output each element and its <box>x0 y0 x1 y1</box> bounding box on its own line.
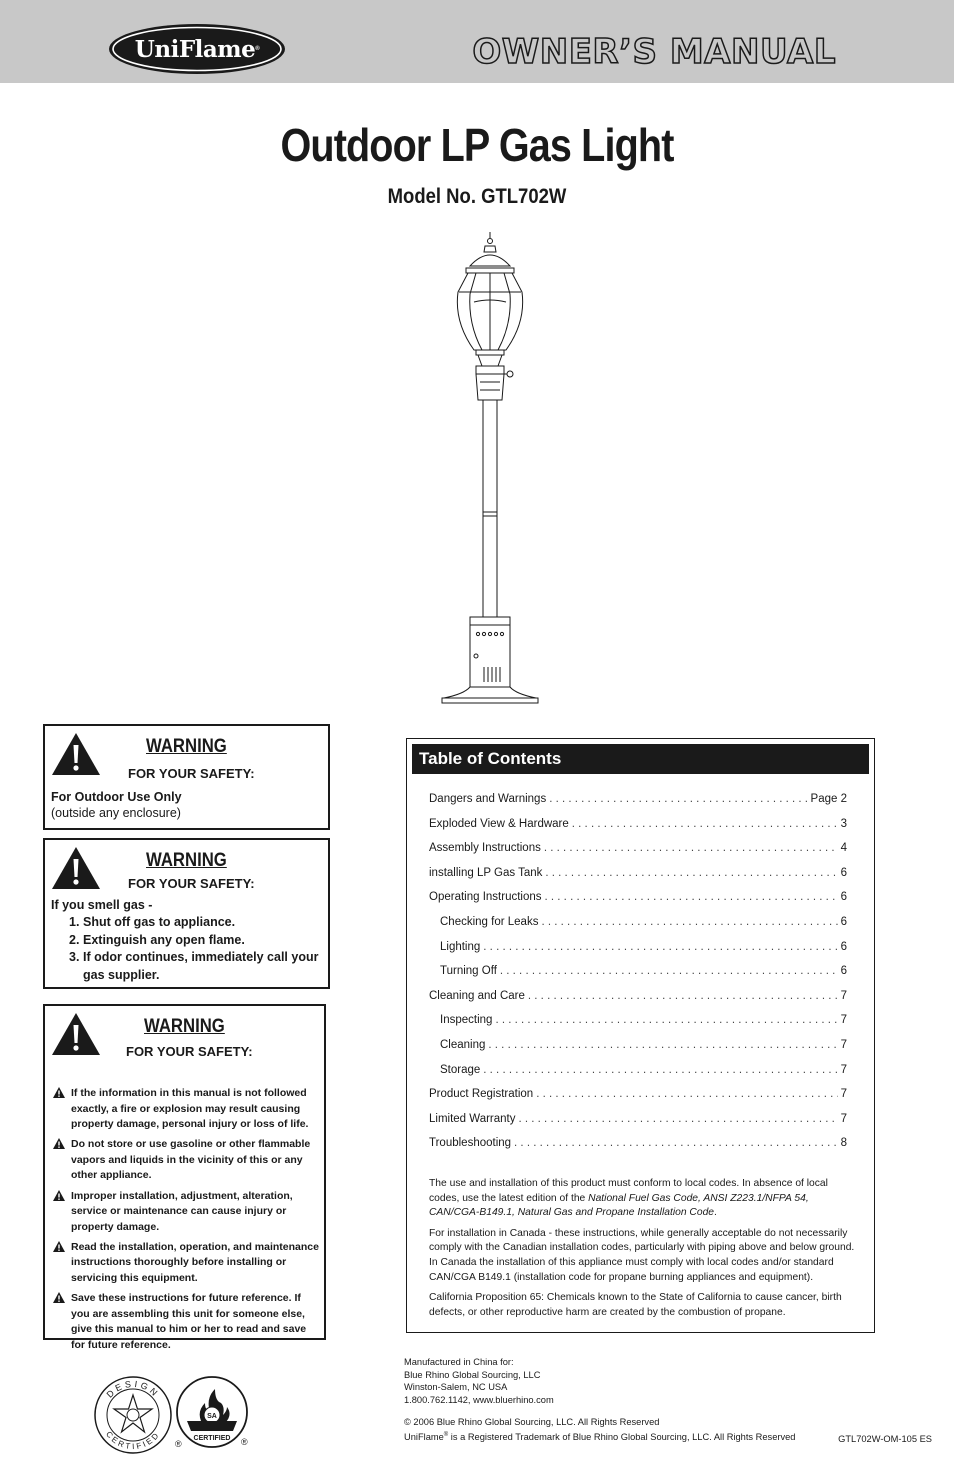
toc-subentry[interactable]: Cleaning . . . 7 <box>429 1039 847 1064</box>
gas-light-illustration <box>440 232 540 710</box>
design-certified-seal <box>93 1375 182 1460</box>
warning-subheading: FOR YOUR SAFETY: <box>126 1044 253 1059</box>
warning-triangle-icon <box>51 1012 101 1056</box>
toc-entry[interactable]: Limited Warranty . . . 7 <box>429 1113 847 1138</box>
toc-entry[interactable]: installing LP Gas Tank . . . 6 <box>429 867 847 892</box>
svg-text:SA: SA <box>207 1413 217 1420</box>
csa-certified-seal <box>175 1375 249 1454</box>
mini-warning-icon <box>53 1292 65 1303</box>
svg-text:CERTIFIED: CERTIFIED <box>193 1435 231 1442</box>
warning-body <box>51 897 321 984</box>
toc-entry[interactable]: Troubleshooting . . . 8 <box>429 1137 847 1162</box>
copyright: © 2006 Blue Rhino Global Sourcing, LLC. All Rights Reserved <box>404 1417 660 1428</box>
toc-entry[interactable]: Dangers and Warnings . . . Page 2 <box>429 793 847 818</box>
list-item: Read the installation, operation, and maintenance instructions thoroughly before installing or servicing this equipment. <box>51 1240 321 1287</box>
document-code: GTL702W-OM-105 ES <box>838 1434 932 1444</box>
model-number: Model No. GTL702W <box>387 185 567 208</box>
uniflame-logo <box>107 22 287 76</box>
warning-subheading: FOR YOUR SAFETY: <box>128 876 255 891</box>
toc-subentry[interactable]: Lighting . . . 6 <box>429 941 847 966</box>
toc-subentry[interactable]: Storage . . . 7 <box>429 1064 847 1089</box>
mini-warning-icon <box>53 1138 65 1149</box>
trademark-notice: UniFlame® is a Registered Trademark of Blue Rhino Global Sourcing, LLC. All Rights Reserved <box>404 1431 796 1443</box>
warning-box-outdoor <box>43 724 330 830</box>
svg-text:CERTIFIED: CERTIFIED <box>104 1429 162 1452</box>
toc-entry[interactable]: Assembly Instructions . . . 4 <box>429 842 847 867</box>
list-item: Do not store or use gasoline or other flammable vapors and liquids in the vicinity of this or any other appliance. <box>51 1137 321 1184</box>
mini-warning-icon <box>53 1087 65 1098</box>
gas-smell-intro: If you smell gas - <box>51 898 153 912</box>
warning-triangle-icon <box>51 846 101 890</box>
header-banner <box>0 0 954 83</box>
toc-title: Table of Contents <box>412 744 869 774</box>
warning-box-gas-smell <box>43 838 330 989</box>
enclosure-line: (outside any enclosure) <box>51 806 181 820</box>
warning-heading: WARNING <box>144 1016 225 1037</box>
gas-smell-steps <box>67 914 321 984</box>
toc-subentry[interactable]: Turning Off . . . 6 <box>429 965 847 990</box>
toc-entry[interactable]: Cleaning and Care . . . 7 <box>429 990 847 1015</box>
warning-triangle-icon <box>51 732 101 776</box>
list-item: 3. If odor continues, immediately call your gas supplier. <box>69 950 319 982</box>
safety-bullets <box>51 1086 321 1358</box>
logo-registered-mark: ® <box>255 46 260 52</box>
manual-title: OWNER’S MANUAL <box>472 32 836 72</box>
installation-notes <box>429 1177 859 1326</box>
product-title: Outdoor LP Gas Light <box>280 119 674 171</box>
warning-heading: WARNING <box>146 850 227 871</box>
toc-subentry[interactable]: Inspecting . . . 7 <box>429 1014 847 1039</box>
warning-subheading: FOR YOUR SAFETY: <box>128 766 255 781</box>
toc-entry[interactable]: Operating Instructions . . . 6 <box>429 891 847 916</box>
warning-body <box>51 789 182 821</box>
toc-entry[interactable]: Product Registration . . . 7 <box>429 1088 847 1113</box>
manufacturer-info: Manufactured in China for: Blue Rhino Global Sourcing, LLC Winston-Salem, NC USA 1.800.762.1142, www.bluerhino.com © 2006 Blue Rhino Global Sourcing, LLC. All Rights Reserved UniFlame® is a Registered Trademark of Blue Rhino Global Sourcing, LLC. All Rights Reserved <box>404 1356 844 1444</box>
registered-mark: ® <box>241 1437 248 1447</box>
list-item: Improper installation, adjustment, alteration, service or maintenance can cause injury or property damage. <box>51 1189 321 1236</box>
local-codes-note: The use and installation of this product must conform to local codes. In absence of local codes, use the latest edition of the National Fuel Gas Code, ANSI Z223.1/NFPA 54, CAN/CGA-B149.1, Natural Gas and Propane Installation Code. <box>429 1178 828 1219</box>
warning-heading: WARNING <box>146 736 227 757</box>
mini-warning-icon <box>53 1190 65 1201</box>
prop65-note: California Proposition 65: Chemicals known to the State of California to cause cancer, birth defects, or other reproductive harm are created by the combustion of propane. <box>429 1292 842 1318</box>
toc-entry[interactable]: Exploded View & Hardware . . . 3 <box>429 818 847 843</box>
toc-subentry[interactable]: Checking for Leaks . . . 6 <box>429 916 847 941</box>
list-item: Save these instructions for future reference. If you are assembling this unit for someone else, give this manual to him or her to read and save for future reference. <box>51 1291 321 1353</box>
list-item: 2. Extinguish any open flame. <box>69 932 245 947</box>
list-item: 1. Shut off gas to appliance. <box>69 915 236 929</box>
registered-mark: ® <box>175 1439 182 1449</box>
logo-text: UniFlame <box>134 35 256 63</box>
svg-text:DESIGN: DESIGN <box>104 1378 162 1400</box>
outdoor-use-line: For Outdoor Use Only <box>51 790 182 804</box>
warning-box-safety <box>43 1004 326 1351</box>
canada-note: For installation in Canada - these instructions, while generally acceptable do not necessarily comply with the Canadian installation codes, particularly with piping above and below ground. In Canada the installation of this appliance must comply with local codes and/or standard CAN/CGA B149.1 (installation code for propane burning appliances and equipment). <box>429 1227 855 1283</box>
table-of-contents <box>406 738 875 1333</box>
mini-warning-icon <box>53 1241 65 1252</box>
toc-list <box>429 793 847 1162</box>
list-item: If the information in this manual is not followed exactly, a fire or explosion may result causing property damage, personal injury or loss of life. <box>51 1086 321 1133</box>
